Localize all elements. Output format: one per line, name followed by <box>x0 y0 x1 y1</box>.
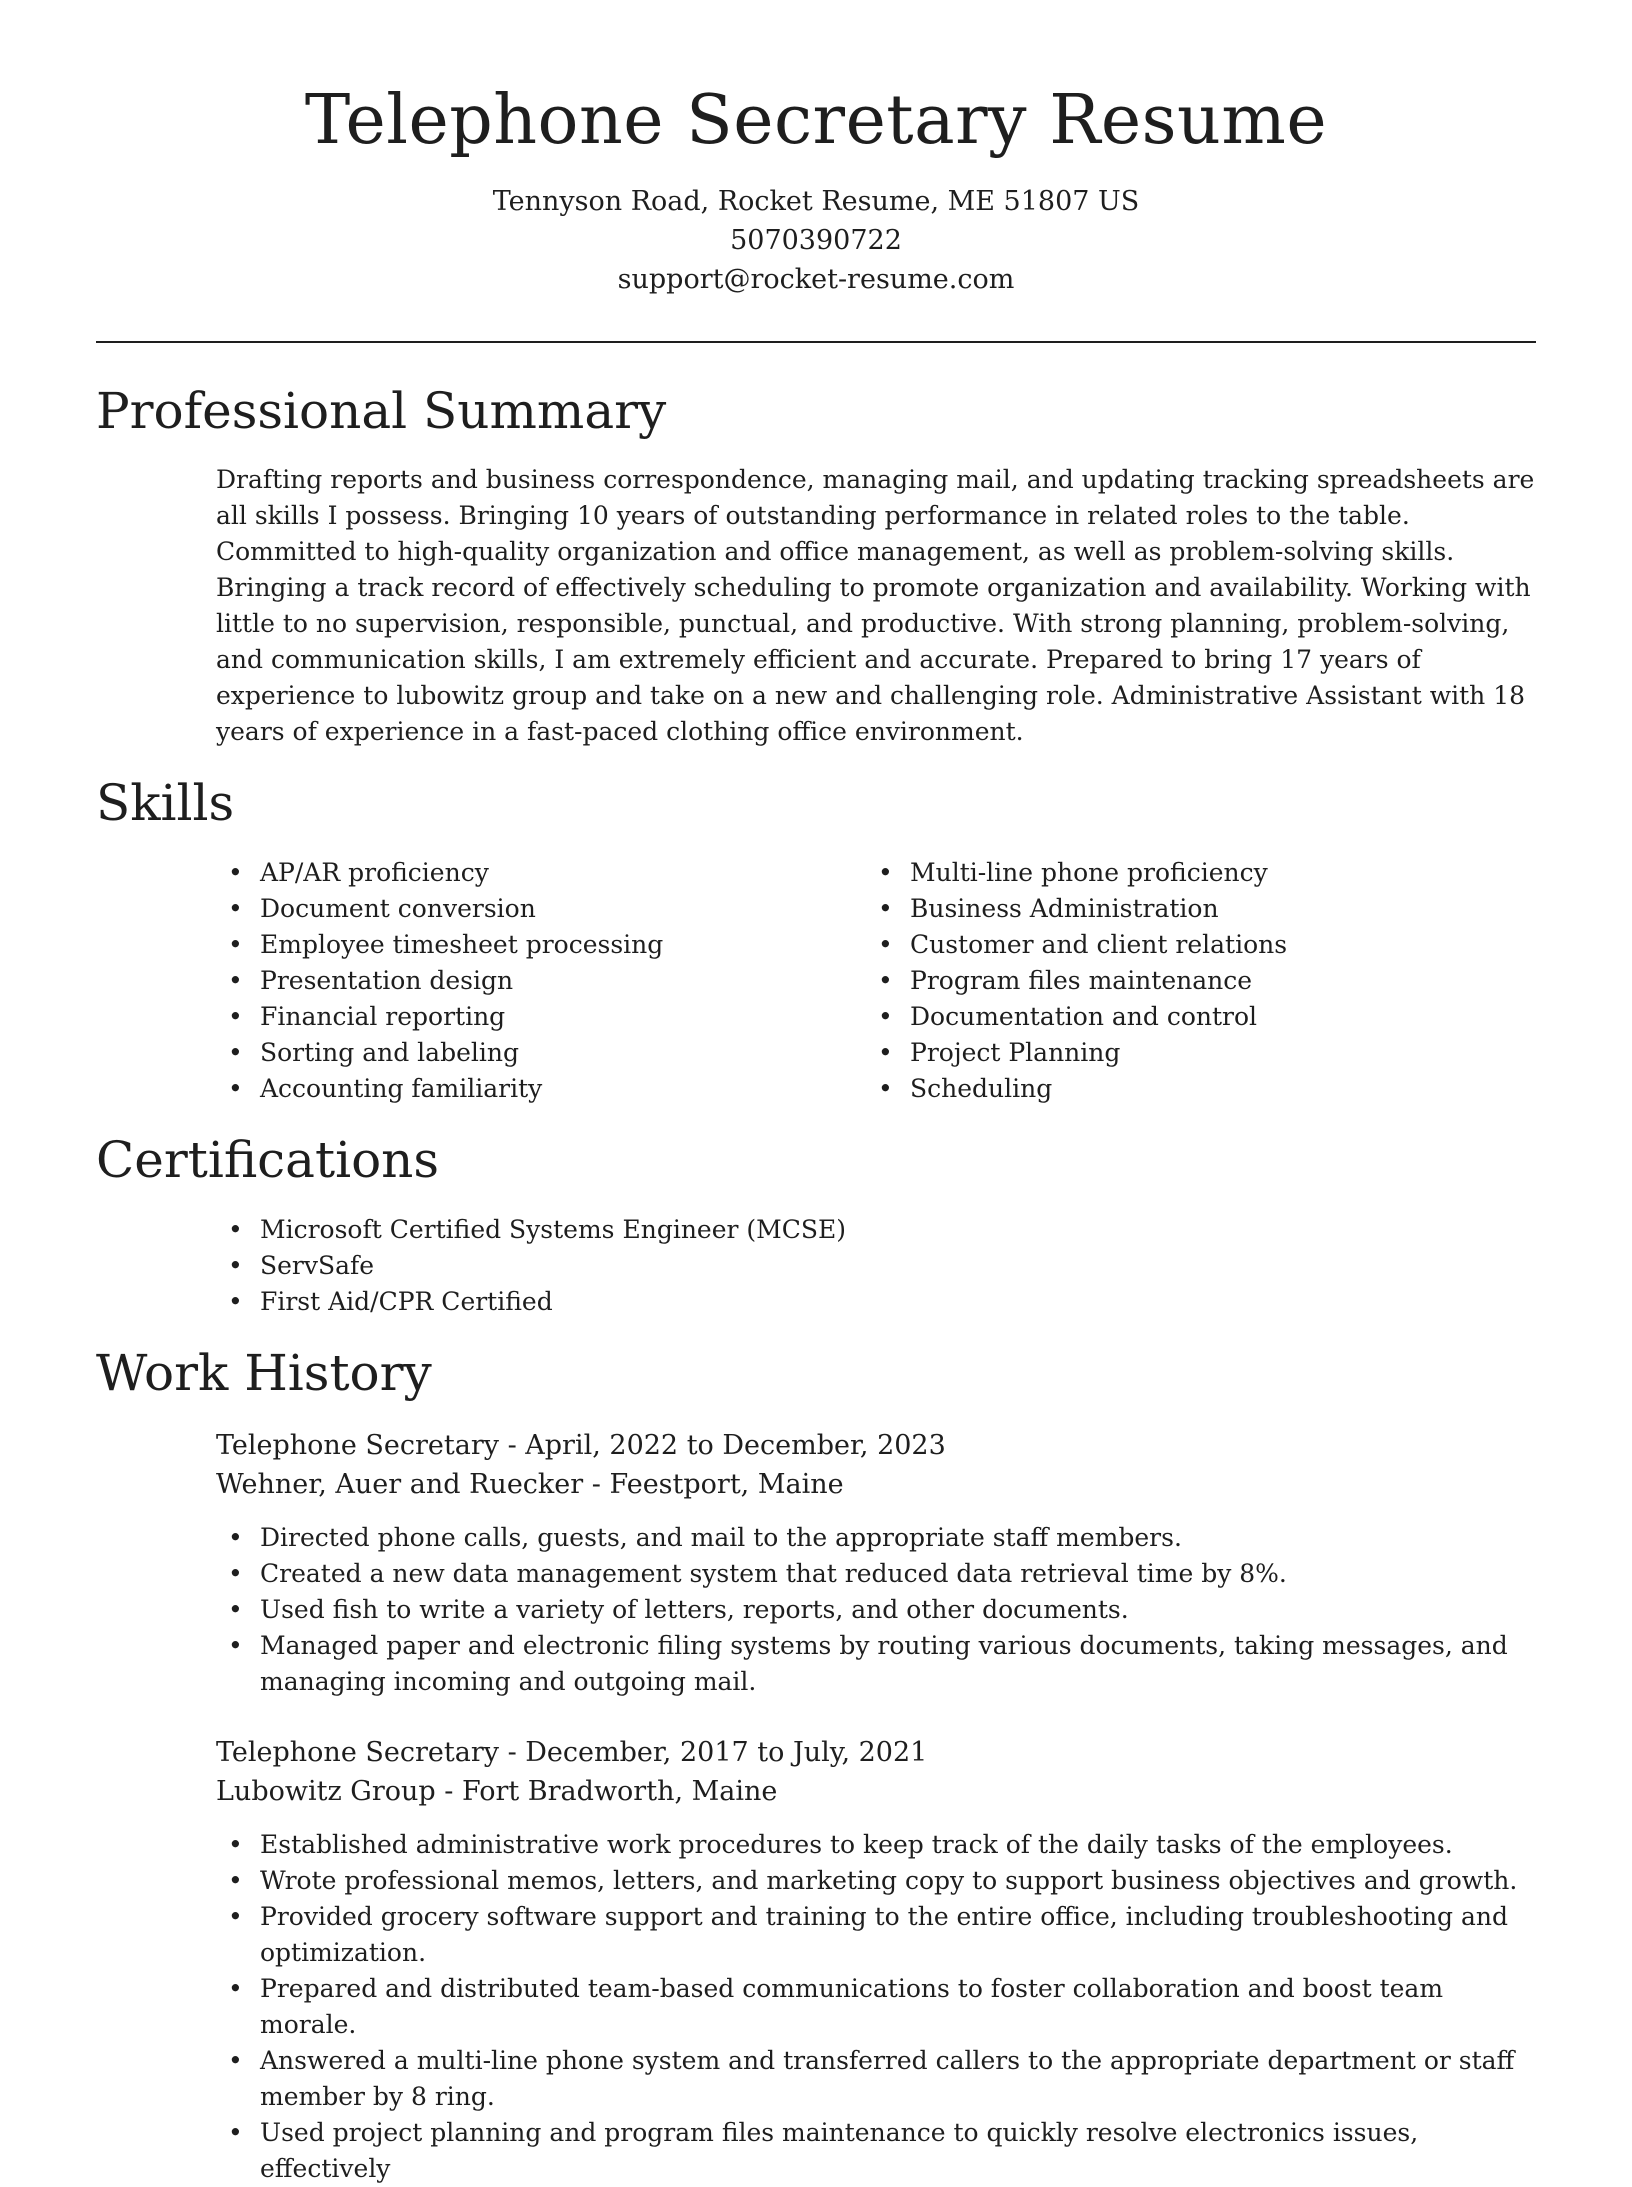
job-bullet: • Provided grocery software support and training to the entire office, including troubleshooting and optimization. <box>216 1899 1536 1971</box>
contact-block <box>0 182 1632 299</box>
summary-heading: Professional Summary <box>96 382 667 440</box>
resume-header <box>0 0 1632 299</box>
skill-item: • Sorting and labeling <box>216 1035 856 1071</box>
skill-item: • AP/AR proficiency <box>216 855 856 891</box>
certification-item: • Microsoft Certified Systems Engineer (MCSE) <box>216 1212 846 1248</box>
job-dates: - December, 2017 to July, 2021 <box>498 1737 928 1768</box>
job-title-line <box>216 1733 1536 1772</box>
contact-email: support@rocket-resume.com <box>617 263 1015 295</box>
skill-item: • Financial reporting <box>216 999 856 1035</box>
summary-text: Drafting reports and business correspondence, managing mail, and updating tracking spreadsheets are all skills I possess. Bringing 10 years of outstanding performance in related roles to the table. Committed to high-quality organization and office management, as well as problem-solving skills. Bringing a track record of effectively scheduling to promote organization and availability. Working with little to no supervision, responsible, punctual, and productive. With strong planning, problem-solving, and communication skills, I am extremely efficient and accurate. Prepared to bring 17 years of experience to lubowitz group and take on a new and challenging role. Administrative Assistant with 18 years of experience in a fast-paced clothing office environment. <box>216 465 1535 746</box>
job-role: Telephone Secretary <box>216 1430 499 1461</box>
job-bullet: • Established administrative work procedures to keep track of the daily tasks of the employees. <box>216 1827 1536 1863</box>
resume-title: Telephone Secretary Resume <box>304 81 1328 160</box>
job-company: Wehner, Auer and Ruecker <box>216 1469 584 1500</box>
header-divider <box>96 341 1536 343</box>
skills-list-left <box>216 855 856 1107</box>
work-history-heading: Work History <box>96 1344 432 1402</box>
skill-item: • Business Administration <box>866 891 1506 927</box>
job-company: Lubowitz Group <box>216 1776 436 1807</box>
job-entry <box>216 1426 1536 1700</box>
skills-list-right <box>866 855 1506 1107</box>
job-bullet: • Managed paper and electronic filing systems by routing various documents, taking messages, and managing incoming and outgoing mail. <box>216 1628 1536 1700</box>
skill-item: • Documentation and control <box>866 999 1506 1035</box>
contact-phone: 5070390722 <box>730 224 902 256</box>
skill-item: • Project Planning <box>866 1035 1506 1071</box>
job-location: - Feestport, Maine <box>583 1469 844 1500</box>
contact-address: Tennyson Road, Rocket Resume, ME 51807 US <box>492 185 1140 217</box>
certifications-heading: Certifications <box>96 1131 440 1189</box>
job-bullet: • Answered a multi-line phone system and transferred callers to the appropriate department or staff member by 8 ring. <box>216 2043 1536 2115</box>
job-title-line <box>216 1426 1536 1465</box>
job-bullet: • Directed phone calls, guests, and mail to the appropriate staff members. <box>216 1520 1536 1556</box>
job-company-line <box>216 1772 1536 1811</box>
job-entry <box>216 1733 1536 2187</box>
skill-item: • Customer and client relations <box>866 927 1506 963</box>
skill-item: • Employee timesheet processing <box>216 927 856 963</box>
skills-heading: Skills <box>96 774 235 832</box>
skill-item: • Scheduling <box>866 1071 1506 1107</box>
job-company-line <box>216 1465 1536 1504</box>
skill-item: • Document conversion <box>216 891 856 927</box>
job-bullet: • Wrote professional memos, letters, and marketing copy to support business objectives and growth. <box>216 1863 1536 1899</box>
job-bullet: • Created a new data management system that reduced data retrieval time by 8%. <box>216 1556 1536 1592</box>
skill-item: • Presentation design <box>216 963 856 999</box>
job-dates: - April, 2022 to December, 2023 <box>498 1430 946 1461</box>
certification-item: • First Aid/CPR Certified <box>216 1284 846 1320</box>
job-bullet: • Prepared and distributed team-based communications to foster collaboration and boost team morale. <box>216 1971 1536 2043</box>
job-role: Telephone Secretary <box>216 1737 499 1768</box>
job-bullet: • Used project planning and program files maintenance to quickly resolve electronics issues, effectively <box>216 2115 1536 2187</box>
certifications-list <box>216 1212 846 1320</box>
job-location: - Fort Bradworth, Maine <box>435 1776 778 1807</box>
skill-item: • Multi-line phone proficiency <box>866 855 1506 891</box>
skill-item: • Program files maintenance <box>866 963 1506 999</box>
certification-item: • ServSafe <box>216 1248 846 1284</box>
job-bullet: • Used fish to write a variety of letters, reports, and other documents. <box>216 1592 1536 1628</box>
skill-item: • Accounting familiarity <box>216 1071 856 1107</box>
job-bullets <box>216 1827 1536 2187</box>
job-bullets <box>216 1520 1536 1700</box>
